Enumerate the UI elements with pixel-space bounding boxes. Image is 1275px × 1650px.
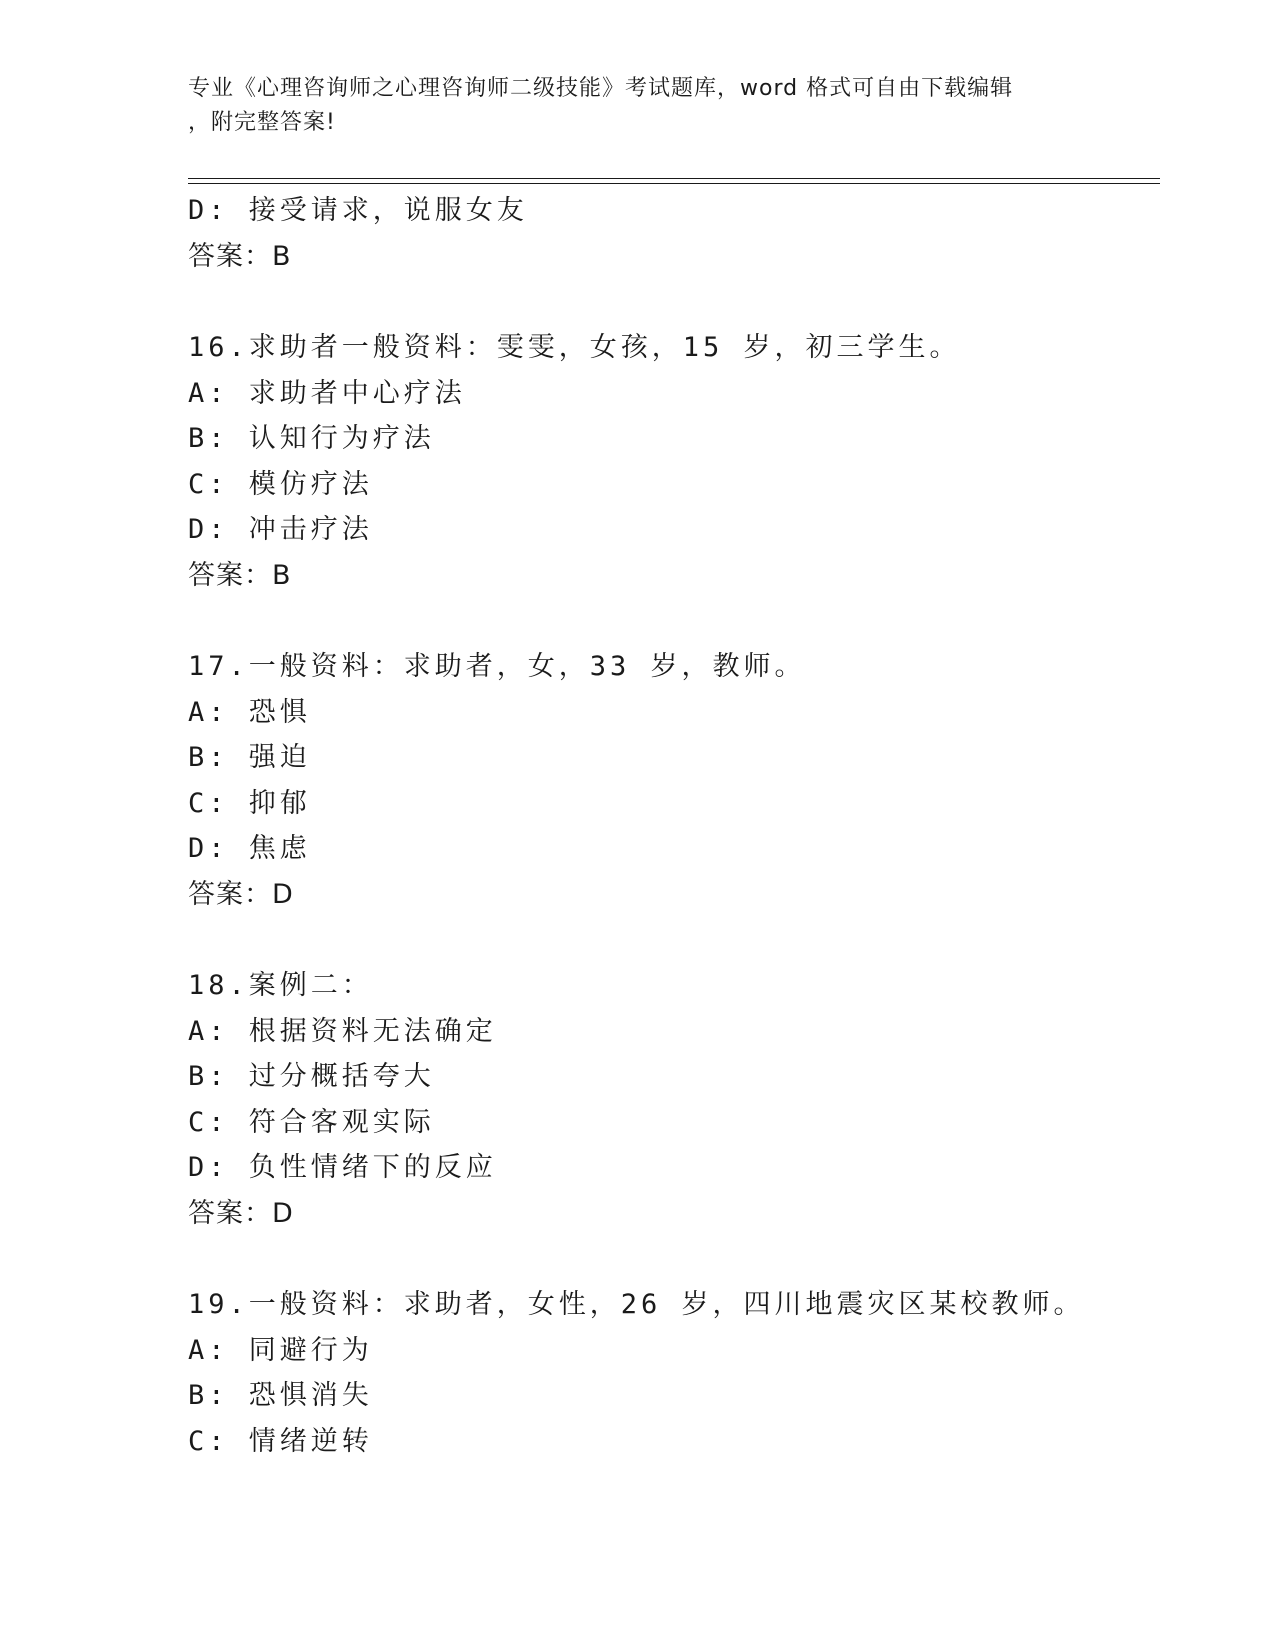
- answer: 答案：B: [188, 559, 292, 591]
- option-c: C: 抑郁: [188, 787, 311, 819]
- option-a: A: 根据资料无法确定: [188, 1015, 497, 1047]
- question-stem: 19.一般资料：求助者，女性，26 岁，四川地震灾区某校教师。: [188, 1289, 1085, 1320]
- header-rule-top: [188, 178, 1160, 179]
- header-line-1: 专业《心理咨询师之心理咨询师二级技能》考试题库，word 格式可自由下载编辑: [188, 76, 1014, 101]
- answer: 答案：B: [188, 240, 292, 272]
- option-a: A: 同避行为: [188, 1334, 373, 1366]
- spacer: [188, 1236, 1148, 1282]
- option-c: C: 情绪逆转: [188, 1425, 373, 1457]
- option-d: D: 冲击疗法: [188, 514, 373, 545]
- document-header: [188, 72, 1088, 140]
- question-list: [188, 188, 1148, 1464]
- header-line-2: ，附完整答案!: [188, 110, 336, 135]
- option-d: D: 焦虑: [188, 833, 311, 864]
- spacer: [188, 279, 1148, 325]
- option-b: B: 强迫: [188, 742, 311, 773]
- answer: 答案：D: [188, 878, 294, 910]
- option-c: C: 符合客观实际: [188, 1106, 435, 1138]
- option-b: B: 认知行为疗法: [188, 423, 435, 454]
- option-a: A: 恐惧: [188, 696, 311, 728]
- option-c: C: 模仿疗法: [188, 468, 373, 500]
- option-d: D: 接受请求，说服女友: [188, 195, 528, 226]
- header-rule-bottom: [188, 183, 1160, 184]
- question-stem: 18.案例二：: [188, 970, 373, 1001]
- option-d: D: 负性情绪下的反应: [188, 1152, 497, 1183]
- answer: 答案：D: [188, 1197, 294, 1229]
- spacer: [188, 917, 1148, 963]
- option-b: B: 恐惧消失: [188, 1380, 373, 1411]
- option-a: A: 求助者中心疗法: [188, 377, 466, 409]
- question-stem: 17.一般资料：求助者，女，33 岁，教师。: [188, 651, 806, 682]
- question-stem: 16.求助者一般资料：雯雯，女孩，15 岁，初三学生。: [188, 332, 961, 363]
- option-b: B: 过分概括夸大: [188, 1061, 435, 1092]
- spacer: [188, 598, 1148, 644]
